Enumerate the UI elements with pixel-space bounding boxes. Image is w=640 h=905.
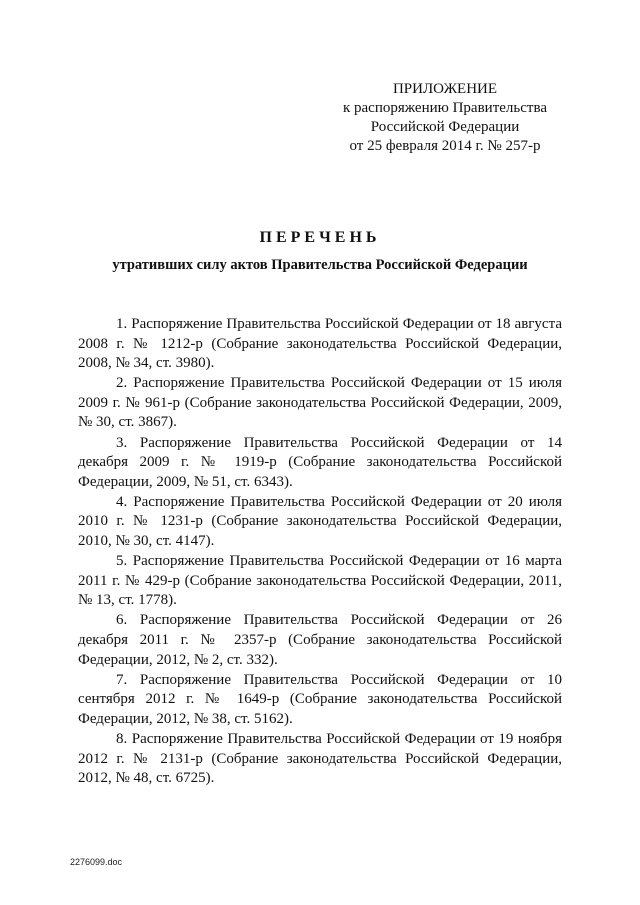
appendix-reference-line: к распоряжению Правительства (342, 100, 547, 116)
document-title: ПЕРЕЧЕНЬ (259, 229, 381, 246)
appendix-header (330, 80, 560, 156)
list-item: 2. Распоряжение Правительства Российской Федерации от 15 июля 2009 г. № 961-р (Собрание законодательства Российской Федерации, 2009, № 30, ст. 3867). (78, 375, 562, 431)
list-item: 4. Распоряжение Правительства Российской Федерации от 20 июля 2010 г. № 1231-р (Собрание законодательства Российской Федерации, 2010, № 30, ст. 4147). (78, 493, 562, 550)
appendix-reference-line: Российской Федерации (370, 119, 520, 135)
list-item: 5. Распоряжение Правительства Российской Федерации от 16 марта 2011 г. № 429-р (Собрание законодательства Российской Федерации, 2011, № 13, ст. 1778). (78, 553, 562, 609)
document-subtitle: утративших силу актов Правительства Российской Федерации (112, 257, 528, 273)
appendix-date-number: от 25 февраля 2014 г. № 257-р (349, 138, 541, 154)
appendix-label: ПРИЛОЖЕНИЕ (392, 81, 498, 97)
acts-list (78, 315, 562, 789)
list-item: 6. Распоряжение Правительства Российской Федерации от 26 декабря 2011 г. № 2357-р (Собрание законодательства Российской Федерации, 2012, № 2, ст. 332). (78, 612, 562, 668)
list-item: 3. Распоряжение Правительства Российской Федерации от 14 декабря 2009 г. № 1919-р (Собрание законодательства Российской Федерации, 2009, № 51, ст. 6343). (78, 434, 562, 490)
file-name-footer: 2276099.doc (70, 857, 123, 867)
list-item: 1. Распоряжение Правительства Российской Федерации от 18 августа 2008 г. № 1212-р (Собрание законодательства Российской Федерации, 2008, № 34, ст. 3980). (78, 316, 562, 372)
list-item: 7. Распоряжение Правительства Российской Федерации от 10 сентября 2012 г. № 1649-р (Собрание законодательства Российской Федерации, 2012, № 38, ст. 5162). (78, 671, 562, 727)
list-item: 8. Распоряжение Правительства Российской Федерации от 19 ноября 2012 г. № 2131-р (Собрание законодательства Российской Федерации, 2012, № 48, ст. 6725). (78, 730, 562, 787)
